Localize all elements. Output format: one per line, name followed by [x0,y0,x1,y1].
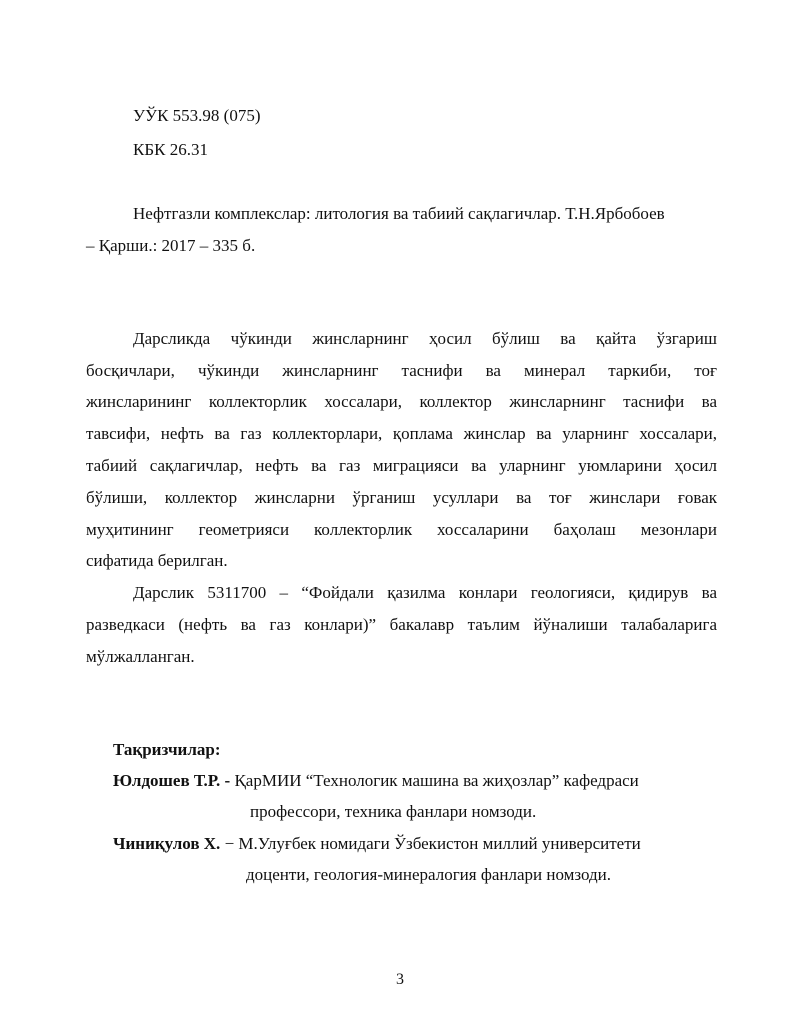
purpose-line: мўлжалланган. [86,647,195,666]
purpose-line: разведкаси (нефть ва газ конлари)” бакалавр таълим йўналиши талабаларига [86,615,717,634]
reviewers-heading: Тақризчилар: [113,740,221,759]
annotation-line: бўлиши, коллектор жинсларни ўрганиш усуллари ва тоғ жинслари ғовак [86,488,717,507]
reviewer-1 [113,771,639,791]
annotation-line: муҳитининг геометрияси коллекторлик хоссаларини баҳолаш мезонлари [86,520,717,539]
reviewer-name: Чиниқулов Х. [113,834,221,853]
annotation-line: тавсифи, нефть ва газ коллекторлари, қоплама жинслар ва уларнинг хоссалари, [86,424,717,443]
annotation-line: жинсларининг коллекторлик хоссалари, коллектор жинсларнинг таснифи ва [86,392,717,411]
reviewer-affiliation: ҚарМИИ “Технологик машина ва жиҳозлар” кафедраси [230,771,639,790]
bbk-code: КБК 26.31 [133,140,208,159]
annotation-line: табиий сақлагичлар, нефть ва газ миграцияси ва уларнинг уюмларини ҳосил [86,456,717,475]
annotation-line: босқичлари, чўкинди жинсларнинг таснифи ва минерал таркиби, тоғ [86,361,717,380]
purpose-line: Дарслик 5311700 – “Фойдали қазилма конлари геологияси, қидирув ва [133,583,717,602]
citation-line-1: Нефтгазли комплекслар: литология ва табиий сақлагичлар. Т.Н.Ярбобоев [133,204,665,223]
reviewer-2-title: доценти, геология-минералогия фанлари номзоди. [246,865,612,884]
page-number: 3 [396,971,404,988]
udk-code: УЎК 553.98 (075) [133,106,261,125]
reviewer-1-title: профессори, техника фанлари номзоди. [250,802,537,821]
citation-line-2: – Қарши.: 2017 – 335 б. [86,236,256,255]
reviewer-2 [113,834,641,854]
reviewer-name: Юлдошев Т.Р. - [113,771,231,790]
reviewer-affiliation: − М.Улуғбек номидаги Ўзбекистон миллий университети [220,834,641,853]
annotation-line: Дарсликда чўкинди жинсларнинг ҳосил бўлиш ва қайта ўзгариш [133,329,717,348]
annotation-line: сифатида берилган. [86,551,228,570]
